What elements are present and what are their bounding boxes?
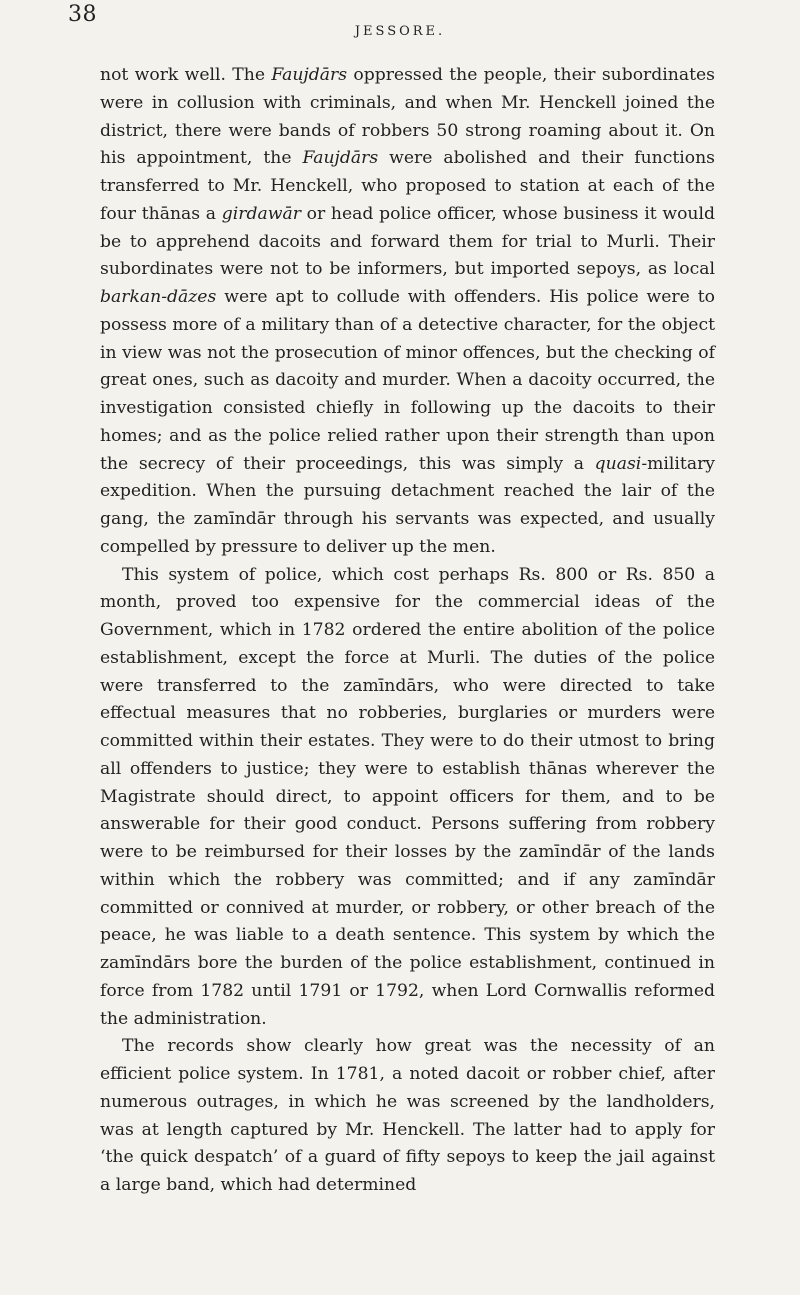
text-run: This system of police, which cost perhaps Rs. 800 or Rs. 850 a month, proved too expensive for the commercial ideas of the Government, which in 1782 ordered the entire abolition of the police establishment, except the force at Murli. The duties of the police were transferred to the zamīndārs, who were directed to take effectual measures that no robberies, burglaries or murders were committed within their estates. They were to do their utmost to bring all offenders to justice; they were to establish thānas wherever the Magistrate should direct, to appoint officers for them, and to be answerable for their good conduct. Persons suffering from robbery were to be reimbursed for their losses by the zamīndār of the lands within which the robbery was committed; and if any zamīndār committed or connived at murder, or robbery, or other breach of the peace, he was liable to a death sentence. This system by which the zamīndārs bore the burden of the police establishment, continued in force from 1782 until 1791 or 1792, when Lord Cornwallis reformed the administration. [100,564,715,1029]
italic-term: Faujdārs [302,148,379,169]
text-run: oppressed the people, their subordinates were in collusion with criminals, and when Mr. Henckell joined the district, there were bands of robbers 50 strong roaming about it. On his appointment, the [100,65,715,169]
italic-term: quasi [594,453,642,474]
italic-term: Faujdārs [271,65,348,85]
italic-term: girdawār [221,203,301,224]
body-text [100,62,715,1200]
text-run: The records show clearly how great was the necessity of an efficient police system. In 1781, a noted dacoit or robber chief, after numerous outrages, in which he was screened by the landholders, was at length captured by Mr. Henckell. The latter had to apply for ‘the quick despatch’ of a guard of fifty sepoys to keep the jail against a large band, which had determined [100,1036,715,1195]
paragraph [100,1033,715,1200]
paragraph [100,562,715,1034]
text-run: were abolished and their functions transferred to Mr. Henckell, who proposed to station at each of the four thānas a [100,148,715,224]
text-run: not work well. The [100,65,272,85]
paragraph [100,62,715,562]
text-run: -military expedition. When the pursuing detachment reached the lair of the gang, the zamīndār through his servants was expected, and usually compelled by pressure to deliver up the men. [100,453,715,557]
text-run: or head police officer, whose business it would be to apprehend dacoits and forward them for trial to Murli. Their subordinates were not to be informers, but imported sepoys, as local [100,203,715,280]
running-title: JESSORE. [354,24,446,39]
text-run: were apt to collude with offenders. His police were to possess more of a military than of a detective character, for the object in view was not the prosecution of minor offences, but the checking of great ones, such as dacoity and murder. When a dacoity occurred, the investigation consisted chiefly in following up the dacoits to their homes; and as the police relied rather upon their strength than upon the secrecy of their proceedings, this was simply a [100,287,715,474]
page-number: 38 [68,2,97,27]
italic-term: barkan-dāzes [100,287,217,307]
